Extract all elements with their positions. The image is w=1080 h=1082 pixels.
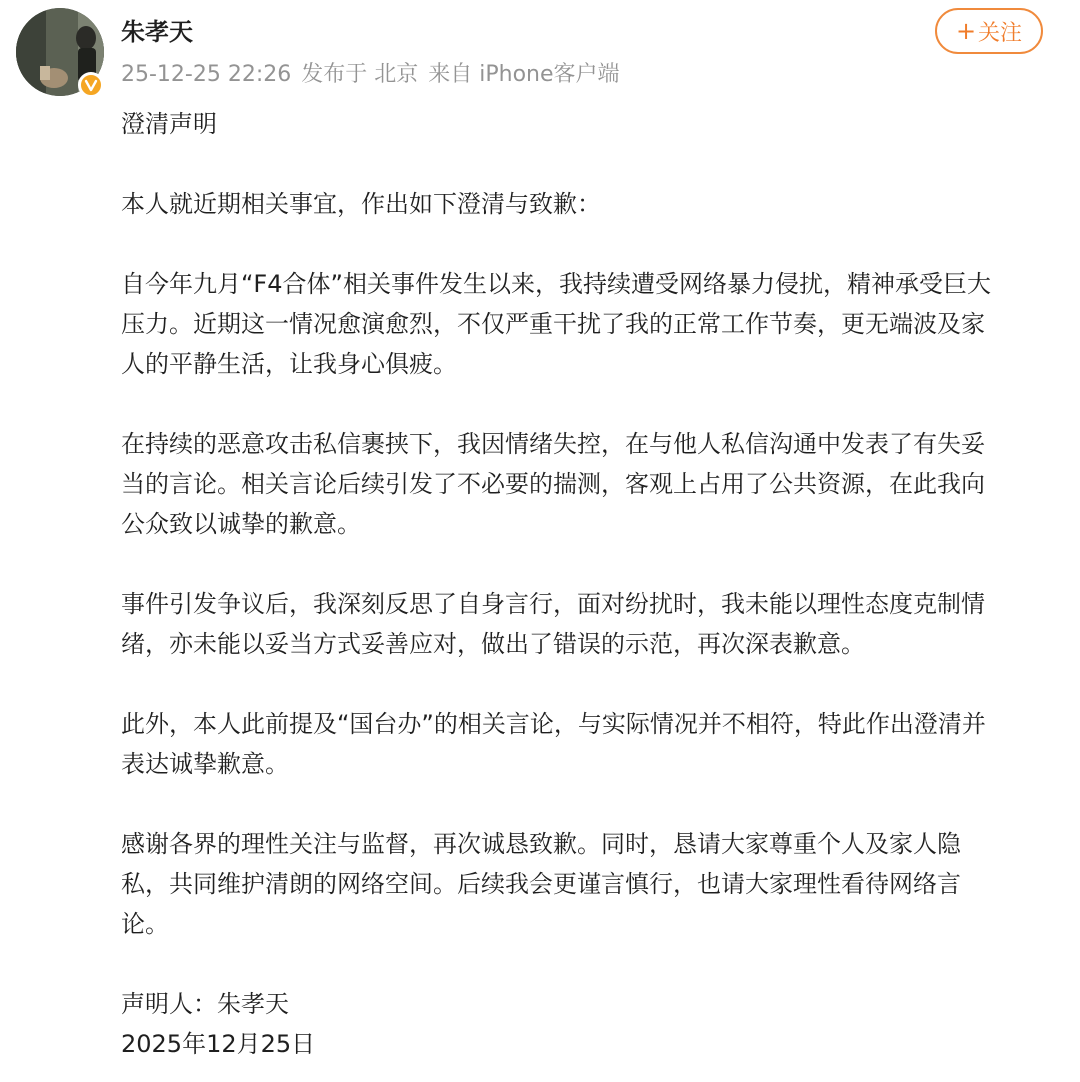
follow-button[interactable] bbox=[935, 8, 1043, 54]
paragraph-5-line: 感谢各界的理性关注与监督，再次诚恳致歉。同时，恳请大家尊重个人及家人隐 bbox=[121, 830, 961, 858]
paragraph-4-line: 此外，本人此前提及“国台办”的相关言论，与实际情况并不相符，特此作出澄清并 bbox=[121, 710, 986, 738]
post-timestamp: 25-12-25 22:26 bbox=[121, 62, 292, 87]
paragraph-5-line: 私，共同维护清朗的网络空间。后续我会更谨言慎行，也请大家理性看待网络言 bbox=[121, 870, 961, 898]
paragraph-2-line: 公众致以诚挚的歉意。 bbox=[121, 510, 361, 538]
paragraph-1-line: 人的平静生活，让我身心俱疲。 bbox=[121, 350, 457, 378]
post-intro: 本人就近期相关事宜，作出如下澄清与致歉： bbox=[121, 190, 601, 218]
user-name[interactable]: 朱孝天 bbox=[121, 18, 193, 46]
paragraph-4-line: 表达诚挚歉意。 bbox=[121, 750, 289, 778]
plus-icon: + bbox=[955, 17, 977, 45]
paragraph-3-line: 绪，亦未能以妥当方式妥善应对，做出了错误的示范，再次深表歉意。 bbox=[121, 630, 865, 658]
paragraph-5-line: 论。 bbox=[121, 910, 169, 938]
post-title: 澄清声明 bbox=[121, 110, 217, 138]
paragraph-2-line: 在持续的恶意攻击私信裹挟下，我因情绪失控，在与他人私信沟通中发表了有失妥 bbox=[121, 430, 985, 458]
post-date: 2025年12月25日 bbox=[121, 1030, 316, 1058]
paragraph-3-line: 事件引发争议后，我深刻反思了自身言行，面对纷扰时，我未能以理性态度克制情 bbox=[121, 590, 985, 618]
verified-badge-icon bbox=[78, 72, 104, 98]
paragraph-1-line: 压力。近期这一情况愈演愈烈，不仅严重干扰了我的正常工作节奏，更无端波及家 bbox=[121, 310, 985, 338]
post-signature: 声明人：朱孝天 bbox=[121, 990, 289, 1018]
post-header bbox=[0, 0, 1080, 100]
follow-button-label: 关注 bbox=[978, 20, 1023, 46]
post-meta bbox=[121, 58, 630, 92]
post-source: 来自 iPhone客户端 bbox=[428, 62, 620, 87]
paragraph-1-line: 自今年九月“F4合体”相关事件发生以来，我持续遭受网络暴力侵扰，精神承受巨大 bbox=[121, 270, 991, 298]
post-location: 发布于 北京 bbox=[301, 62, 419, 87]
post-content bbox=[121, 104, 1051, 1064]
paragraph-2-line: 当的言论。相关言论后续引发了不必要的揣测，客观上占用了公共资源，在此我向 bbox=[121, 470, 985, 498]
